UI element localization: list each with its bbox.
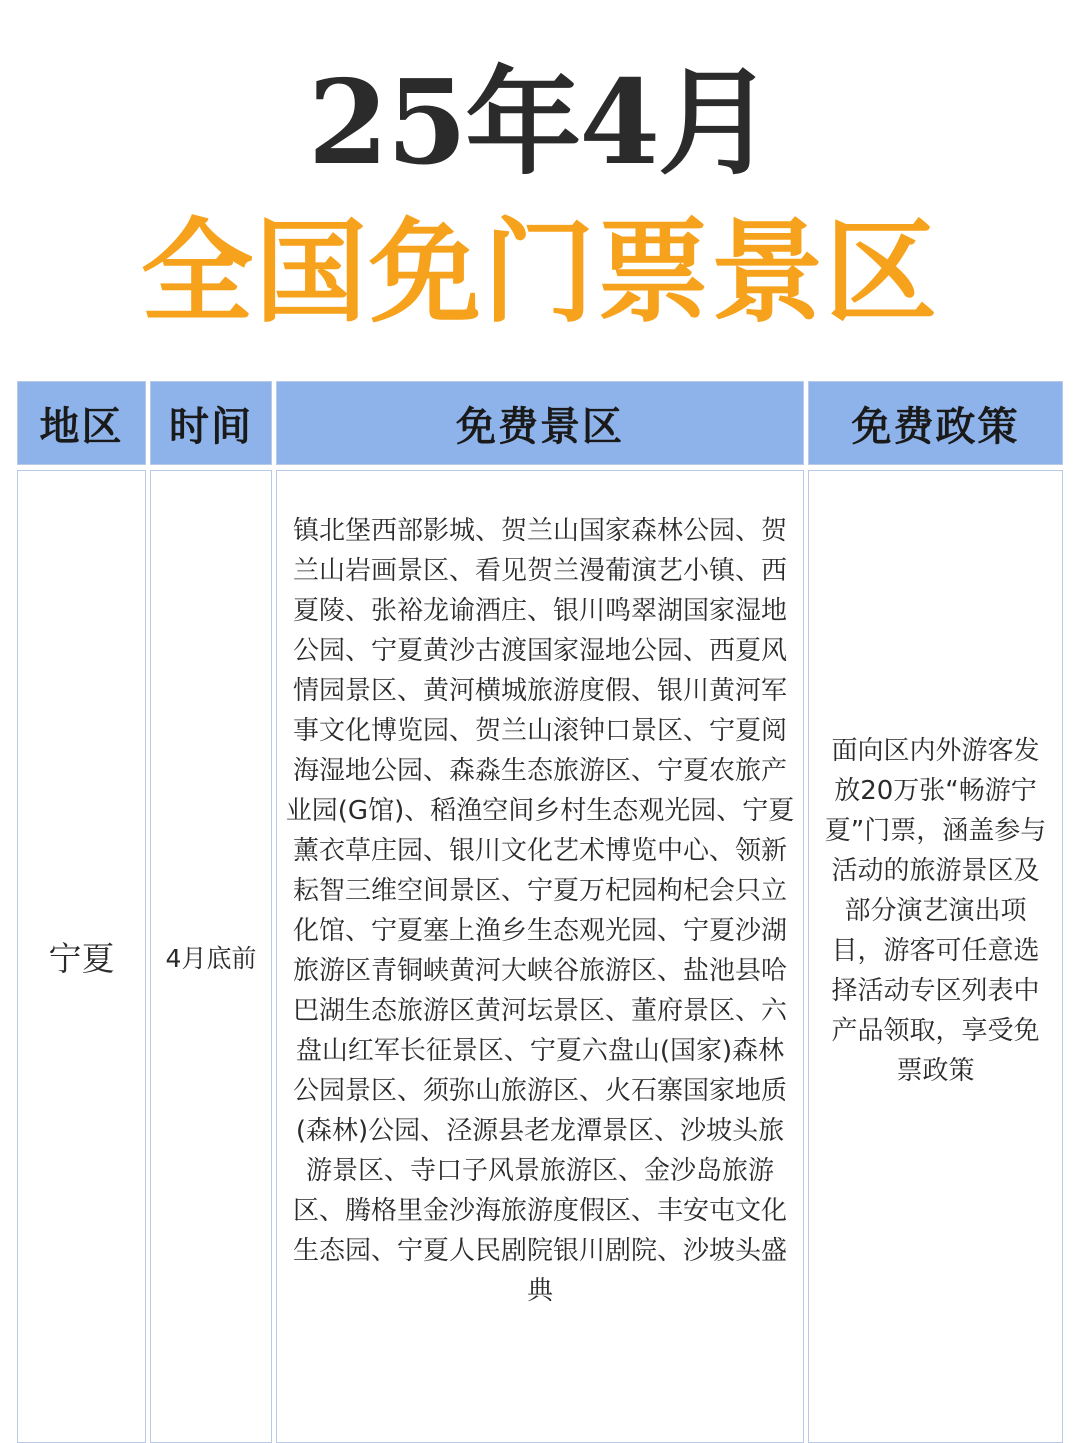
header-free-policy: 免费政策 xyxy=(808,381,1063,465)
free-policy-text: 面向区内外游客发放20万张“畅游宁夏”门票，涵盖参与活动的旅游景区及部分演艺演出项目，游客可任意选择活动专区列表中产品领取，享受免票政策 xyxy=(824,735,1047,1086)
free-spots-list: 镇北堡西部影城、贺兰山国家森林公园、贺兰山岩画景区、看见贺兰漫葡演艺小镇、西夏陵、张裕龙谕酒庄、银川鸣翠湖国家湿地公园、宁夏黄沙古渡国家湿地公园、西夏风情园景区、黄河横城旅游度假、银川黄河军事文化博览园、贺兰山滚钟口景区、宁夏阅海湿地公园、森淼生态旅游区、宁夏农旅产业园(G馆)、稻渔空间乡村生态观光园、宁夏薰衣草庄园、银川文化艺术博览中心、领新耘智三维空间景区、宁夏万杞园枸杞会只立化馆、宁夏塞上渔乡生态观光园、宁夏沙湖旅游区青铜峡黄河大峡谷旅游区、盐池县哈巴湖生态旅游区黄河坛景区、董府景区、六盘山红军长征景区、宁夏六盘山(国家)森林公园景区、须弥山旅游区、火石寨国家地质(森林)公园、泾源县老龙潭景区、沙坡头旅游景区、寺口子风景旅游区、金沙岛旅游区、腾格里金沙海旅游度假区、丰安屯文化生态园、宁夏人民剧院银川剧院、沙坡头盛典 xyxy=(285,515,795,1306)
time-value: 4月底前 xyxy=(165,943,257,973)
cell-free-spots xyxy=(276,470,804,1443)
title-year-month: 25年4月 xyxy=(307,55,773,191)
cell-region xyxy=(17,470,146,1443)
page-title: 全国免门票景区 xyxy=(141,207,939,338)
cell-free-policy xyxy=(808,470,1063,1443)
header-region: 地区 xyxy=(17,381,146,465)
header-free-spots: 免费景区 xyxy=(276,381,804,465)
header-time: 时间 xyxy=(150,381,272,465)
region-value: 宁夏 xyxy=(48,939,115,978)
cell-time xyxy=(150,470,272,1443)
